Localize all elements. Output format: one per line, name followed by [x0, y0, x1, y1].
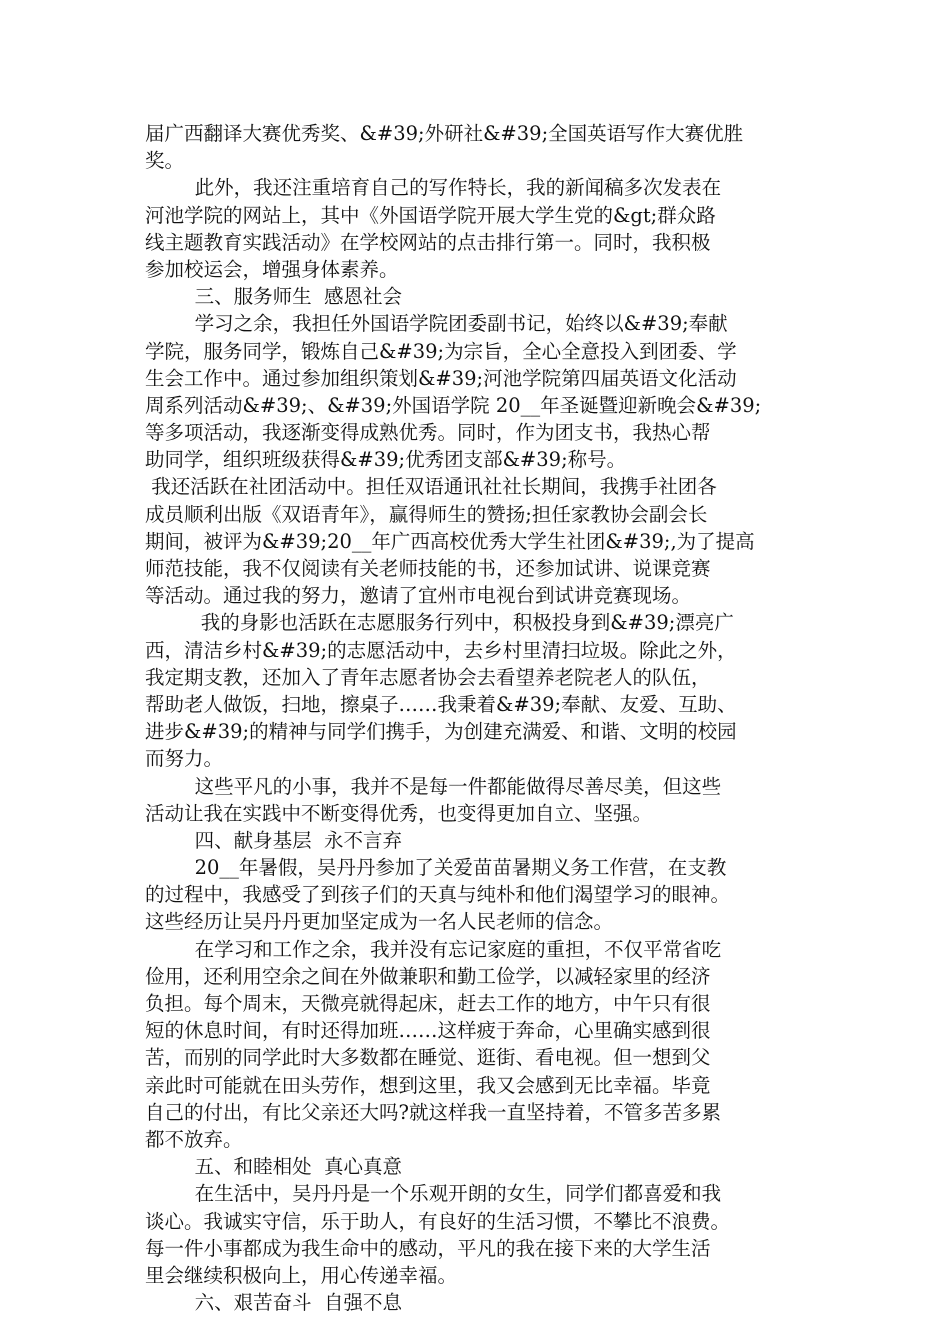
section-heading: 六、艰苦奋斗 自强不息	[145, 1291, 402, 1315]
section-heading: 三、服务师生 感恩社会	[145, 285, 402, 309]
section-heading: 四、献身基层 永不言弃	[145, 828, 402, 852]
text-line: 等多项活动，我逐渐变得成熟优秀。同时，作为团支书，我热心帮	[145, 421, 711, 445]
text-line: 河池学院的网站上，其中《外国语学院开展大学生党的&gt;群众路	[145, 203, 716, 227]
text-line: 进步&#39;的精神与同学们携手，为创建充满爱、和谐、文明的校园	[145, 720, 737, 744]
section-heading: 五、和睦相处 真心真意	[145, 1155, 402, 1179]
text-line: 期间，被评为&#39;20__年广西高校优秀大学生社团&#39;,为了提高	[145, 529, 755, 553]
text-line: 助同学，组织班级获得&#39;优秀团支部&#39;称号。	[145, 448, 627, 472]
text-line: 每一件小事都成为我生命中的感动，平凡的我在接下来的大学生活	[145, 1236, 711, 1260]
text-line: 学院，服务同学，锻炼自己&#39;为宗旨，全心全意投入到团委、学	[145, 339, 737, 363]
text-line: 师范技能，我不仅阅读有关老师技能的书，还参加试讲、说课竞赛	[145, 557, 711, 580]
text-line: 奖。	[145, 149, 185, 173]
text-line: 谈心。我诚实守信，乐于助人，有良好的生活习惯，不攀比不浪费。	[145, 1209, 731, 1233]
text-line: 届广西翻译大赛优秀奖、&#39;外研社&#39;全国英语写作大赛优胜	[145, 122, 744, 145]
text-line: 我定期支教，还加入了青年志愿者协会去看望养老院老人的队伍，	[145, 665, 711, 689]
text-line: 短的休息时间，有时还得加班……这样疲于奔命，心里确实感到很	[145, 1019, 711, 1043]
text-line: 的过程中，我感受了到孩子们的天真与纯朴和他们渴望学习的眼神。	[145, 883, 731, 907]
text-line: 这些平凡的小事，我并不是每一件都能做得尽善尽美，但这些	[145, 774, 722, 798]
text-line: 等活动。通过我的努力，邀请了宜州市电视台到试讲竞赛现场。	[145, 584, 692, 608]
text-line: 成员顺利出版《双语青年》，赢得师生的赞扬;担任家教协会副会长	[145, 502, 708, 526]
text-line: 在生活中，吴丹丹是一个乐观开朗的女生，同学们都喜爱和我	[145, 1182, 722, 1206]
text-line: 苦，而别的同学此时大多数都在睡觉、逛街、看电视。但一想到父	[145, 1046, 711, 1070]
text-line: 负担。每个周末，天微亮就得起床，赶去工作的地方，中午只有很	[145, 992, 711, 1015]
text-line: 帮助老人做饭，扫地，擦桌子……我秉着&#39;奉献、友爱、互助、	[145, 692, 737, 716]
text-line: 西，清洁乡村&#39;的志愿活动中，去乡村里清扫垃圾。除此之外，	[145, 638, 737, 662]
text-line: 生会工作中。通过参加组织策划&#39;河池学院第四届英语文化活动	[145, 366, 737, 390]
text-line: 里会继续积极向上，用心传递幸福。	[145, 1263, 458, 1287]
text-line: 20__年暑假，吴丹丹参加了关爱苗苗暑期义务工作营，在支教	[145, 856, 727, 880]
text-line: 俭用，还利用空余之间在外做兼职和勤工俭学，以减轻家里的经济	[145, 964, 711, 988]
text-line: 自己的付出，有比父亲还大吗?就这样我一直坚持着，不管多苦多累	[145, 1100, 721, 1124]
text-line: 此外，我还注重培育自己的写作特长，我的新闻稿多次发表在	[145, 176, 722, 200]
text-line: 学习之余，我担任外国语学院团委副书记，始终以&#39;奉献	[145, 312, 728, 336]
text-line: 都不放弃。	[145, 1127, 243, 1151]
document-body	[145, 120, 815, 1316]
text-line: 在学习和工作之余，我并没有忘记家庭的重担，不仅平常省吃	[145, 937, 722, 961]
text-line: 活动让我在实践中不断变得优秀，也变得更加自立、坚强。	[145, 801, 653, 825]
text-line: 周系列活动&#39;、&#39;外国语学院 20__年圣诞暨迎新晚会&#39;	[145, 393, 762, 417]
text-line: 而努力。	[145, 747, 224, 771]
text-line: 这些经历让吴丹丹更加坚定成为一名人民老师的信念。	[145, 910, 614, 934]
text-line: 我还活跃在社团活动中。担任双语通讯社社长期间，我携手社团各	[145, 475, 717, 499]
text-line: 线主题教育实践活动》在学校网站的点击排行第一。同时，我积极	[145, 230, 711, 254]
text-line: 亲此时可能就在田头劳作，想到这里，我又会感到无比幸福。毕竟	[145, 1073, 711, 1097]
text-line: 参加校运会，增强身体素养。	[145, 257, 399, 281]
text-line: 我的身影也活跃在志愿服务行列中，积极投身到&#39;漂亮广	[145, 611, 734, 635]
